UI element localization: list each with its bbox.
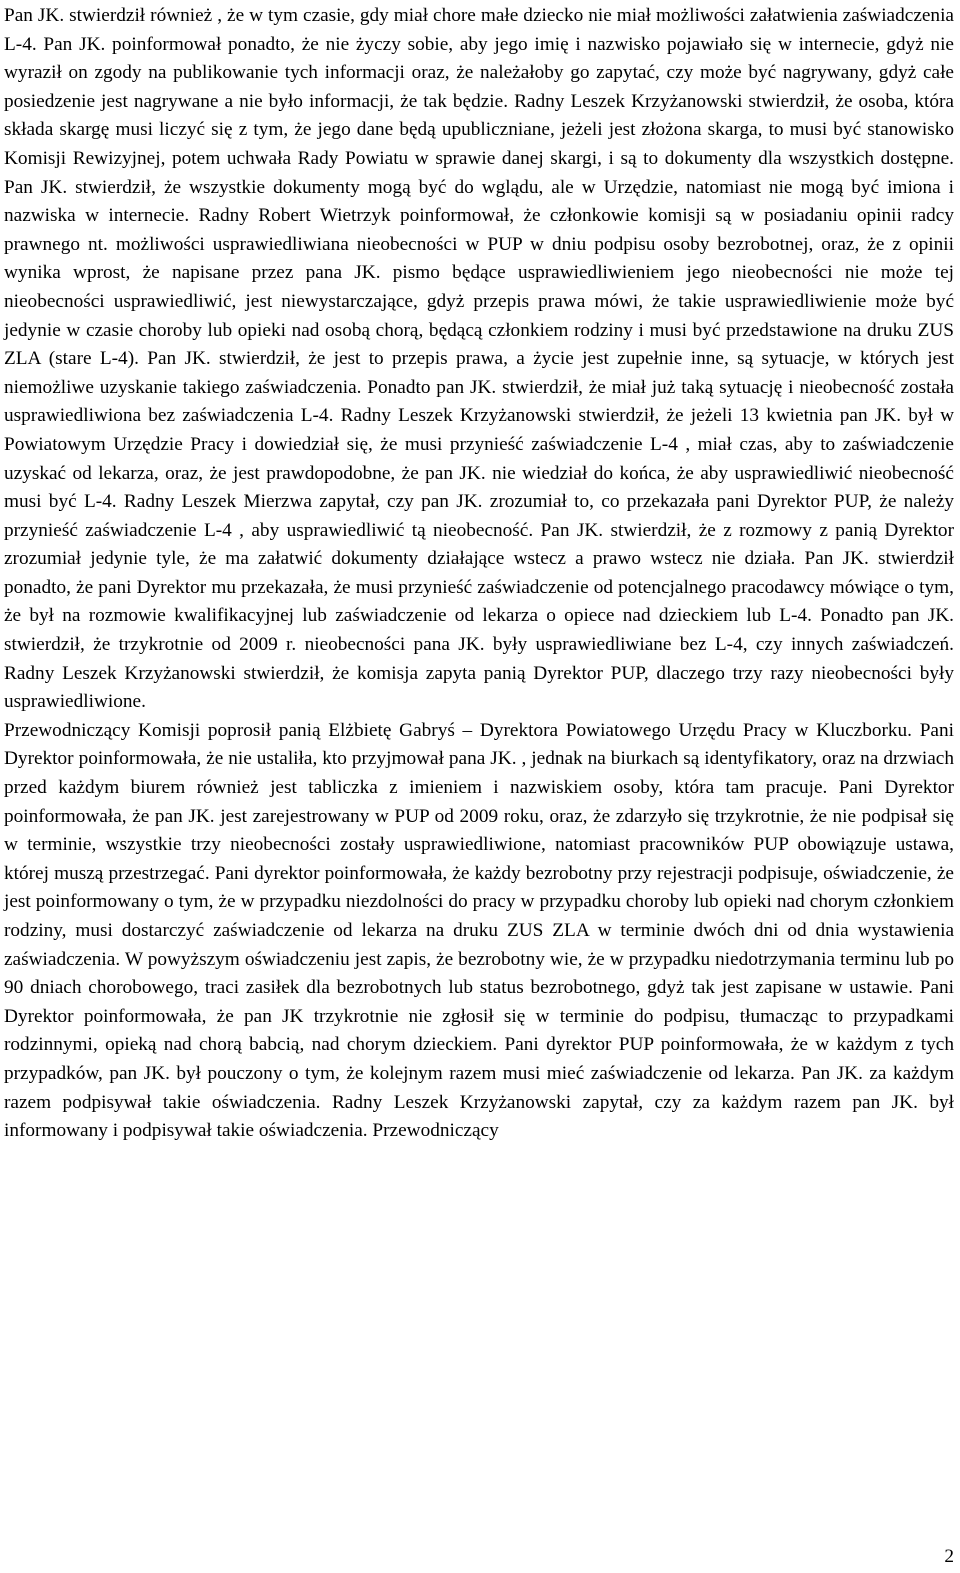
body-paragraph-1: Pan JK. stwierdził również , że w tym czasie, gdy miał chore małe dziecko nie miał możliwości załatwienia zaświadczenia L-4. Pan JK. poinformował ponadto, że nie życzy sobie, aby jego imię i nazwisko pojawiało się w internecie, gdyż nie wyraził on zgody na publikowanie tych informacji oraz, że należałoby go zapytać, czy może być nagrywany, gdyż całe posiedzenie jest nagrywane a nie było informacji, że tak będzie. Radny Leszek Krzyżanowski stwierdził, że osoba, która składa skargę musi liczyć się z tym, że jego dane będą upubliczniane, jeżeli jest złożona skarga, to musi być stanowisko Komisji Rewizyjnej, potem uchwała Rady Powiatu w sprawie danej skargi, i są to dokumenty dla wszystkich dostępne. Pan JK. stwierdził, że wszystkie dokumenty mogą być do wglądu, ale w Urzędzie, natomiast nie mogą być imiona i nazwiska w internecie. Radny Robert Wietrzyk poinformował, że członkowie komisji są w posiadaniu opinii radcy prawnego nt. możliwości usprawiedliwiana nieobecności w PUP w dniu podpisu osoby bezrobotnej, oraz, że z opinii wynika wprost, że napisane przez pana JK. pismo będące usprawiedliwieniem jego nieobecności nie może tej nieobecności usprawiedliwić, jest niewystarczające, gdyż przepis prawa mówi, że takie usprawiedliwienie może być jedynie w czasie choroby lub opieki nad osobą chorą, będącą członkiem rodziny i musi być przedstawione na druku ZUS ZLA (stare L-4). Pan JK. stwierdził, że jest to przepis prawa, a życie jest zupełnie inne, są sytuacje, w których jest niemożliwe uzyskanie takiego zaświadczenia. Ponadto pan JK. stwierdził, że miał już taką sytuację i nieobecność została usprawiedliwiona bez zaświadczenia L-4. Radny Leszek Krzyżanowski stwierdził, że jeżeli 13 kwietnia pan JK. był w Powiatowym Urzędzie Pracy i dowiedział się, że musi przynieść zaświadczenie L-4 , miał czas, aby to zaświadczenie uzyskać od lekarza, oraz, że jest prawdopodobne, że pan JK. nie wiedział do końca, że aby usprawiedliwić nieobecność musi być L-4. Radny Leszek Mierzwa zapytał, czy pan JK. zrozumiał to, co przekazała pani Dyrektor PUP, że należy przynieść zaświadczenie L-4 , aby usprawiedliwić tą nieobecność. Pan JK. stwierdził, że z rozmowy z panią Dyrektor zrozumiał jedynie tyle, że ma załatwić dokumenty działające wstecz a prawo wstecz nie działa. Pan JK. stwierdził ponadto, że pani Dyrektor mu przekazała, że musi przynieść zaświadczenie od potencjalnego pracodawcy mówiące o tym, że był na rozmowie kwalifikacyjnej lub zaświadczenie od lekarza o opiece nad dzieckiem lub L-4. Ponadto pan JK. stwierdził, że trzykrotnie od 2009 r. nieobecności pana JK. były usprawiedliwiane bez L-4, czy innych zaświadczeń. Radny Leszek Krzyżanowski stwierdził, że komisja zapyta panią Dyrektor PUP, dlaczego trzy razy nieobecności były usprawiedliwione. <box>4 5 954 713</box>
document-page <box>4 2 954 1146</box>
body-paragraph-2: Przewodniczący Komisji poprosił panią Elżbietę Gabryś – Dyrektora Powiatowego Urzędu Pracy w Kluczborku. Pani Dyrektor poinformowała, że nie ustaliła, kto przyjmował pana JK. , jednak na biurkach są identyfikatory, oraz na drzwiach przed każdym biurem również jest tabliczka z imieniem i nazwiskiem osoby, która tam pracuje. Pani Dyrektor poinformowała, że pan JK. jest zarejestrowany w PUP od 2009 roku, oraz, że zdarzyło się trzykrotnie, że nie podpisał się w terminie, wszystkie trzy nieobecności zostały usprawiedliwione, natomiast pracowników PUP obowiązuje ustawa, której muszą przestrzegać. Pani dyrektor poinformowała, że każdy bezrobotny przy rejestracji podpisuje, oświadczenie, że jest poinformowany o tym, że w przypadku niezdolności do pracy w przypadku choroby lub opieki nad chorym członkiem rodziny, musi dostarczyć zaświadczenie od lekarza na druku ZUS ZLA w terminie dwóch dni od dnia wystawienia zaświadczenia. W powyższym oświadczeniu jest zapis, że bezrobotny wie, że w przypadku niedotrzymania terminu lub po 90 dniach chorobowego, traci zasiłek dla bezrobotnych lub status bezrobotnego, gdyż tak jest zapisane w ustawie. Pani Dyrektor poinformowała, że pan JK trzykrotnie nie zgłosił się w terminie do podpisu, tłumacząc to przypadkami rodzinnymi, opieką nad chorą babcią, nad chorym dzieckiem. Pani dyrektor PUP poinformowała, że w każdym z tych przypadków, pan JK. był pouczony o tym, że kolejnym razem musi mieć zaświadczenie od lekarza. Pan JK. za każdym razem podpisywał takie oświadczenia. Radny Leszek Krzyżanowski zapytał, czy za każdym razem pan JK. był informowany i podpisywał takie oświadczenia. Przewodniczący <box>4 719 954 1142</box>
page-number: 2 <box>944 1546 954 1567</box>
